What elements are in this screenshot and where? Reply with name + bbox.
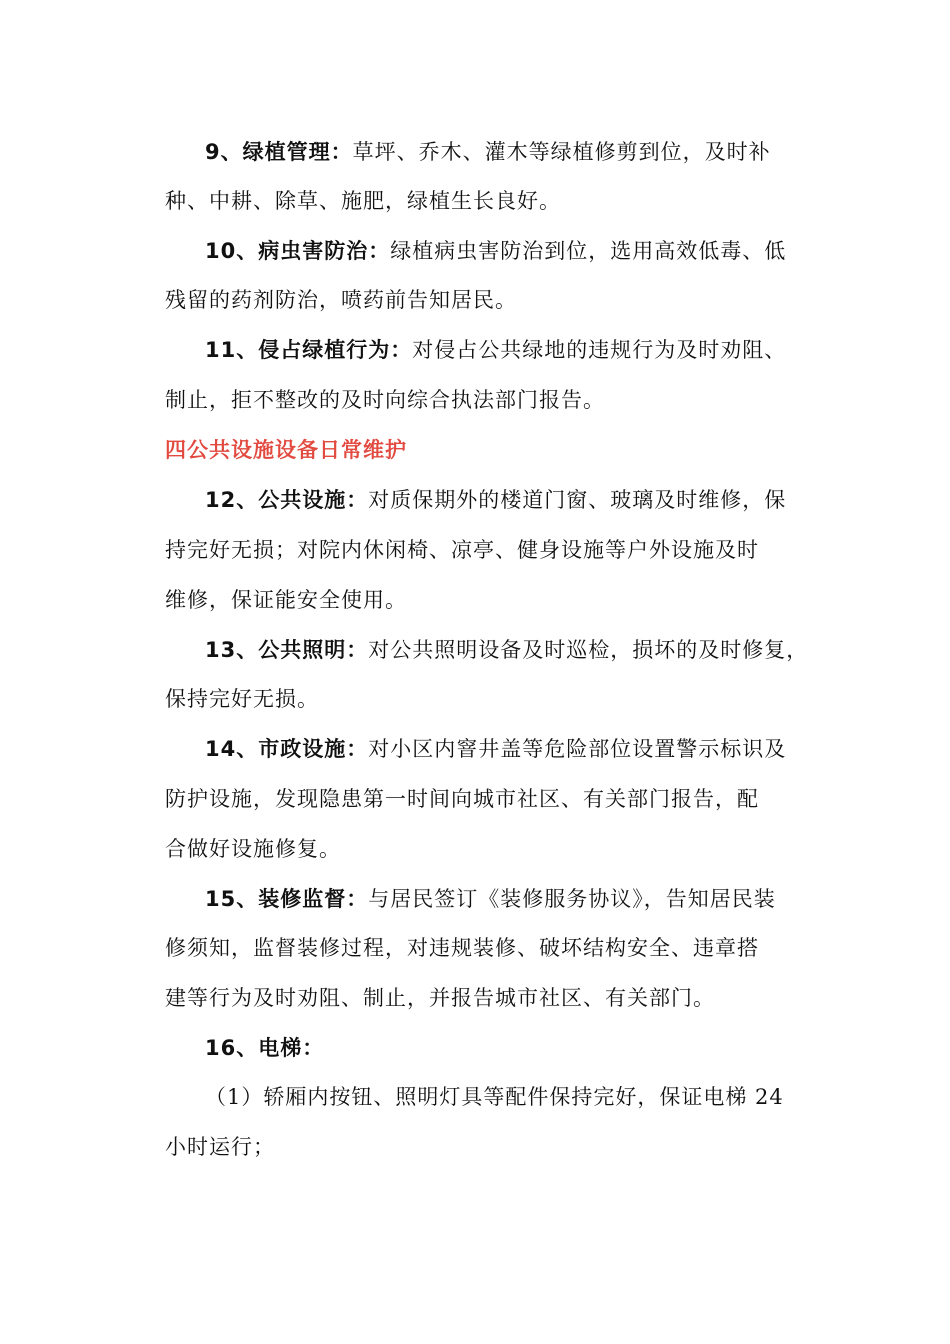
item-15-label: 15、装修监督：	[205, 887, 369, 911]
item-14-line-1	[205, 734, 786, 764]
item-9-text: 草坪、乔木、灌木等绿植修剪到位，及时补	[352, 140, 771, 164]
item-14-label: 14、市政设施：	[205, 737, 369, 761]
item-14-line-3: 合做好设施修复。	[165, 837, 341, 861]
item-13-line-2: 保持完好无损。	[165, 687, 319, 711]
item-12-line-2: 持完好无损；对院内休闲椅、凉亭、健身设施等户外设施及时	[165, 538, 759, 562]
item-15-line-1	[205, 884, 776, 914]
item-9-line-1	[205, 137, 771, 167]
item-11-line-1	[205, 335, 786, 365]
item-13-label: 13、公共照明：	[205, 638, 369, 662]
item-13-line-1	[205, 635, 808, 665]
item-10-label: 10、病虫害防治：	[205, 239, 391, 263]
item-14-line-2: 防护设施，发现隐患第一时间向城市社区、有关部门报告，配	[165, 787, 759, 811]
item-10-line-2: 残留的药剂防治，喷药前告知居民。	[165, 288, 517, 312]
item-11-text: 对侵占公共绿地的违规行为及时劝阻、	[412, 338, 787, 362]
item-12-label: 12、公共设施：	[205, 488, 369, 512]
item-12-line-3: 维修，保证能安全使用。	[165, 588, 407, 612]
item-11-line-2: 制止，拒不整改的及时向综合执法部门报告。	[165, 388, 605, 412]
item-15-line-2: 修须知，监督装修过程，对违规装修、破坏结构安全、违章搭	[165, 936, 759, 960]
item-16-sub-1-line-2: 小时运行；	[165, 1135, 275, 1159]
item-10-line-1	[205, 236, 786, 266]
item-16-label: 16、电梯：	[205, 1036, 325, 1060]
item-12-text: 对质保期外的楼道门窗、玻璃及时维修，保	[368, 488, 787, 512]
item-9-line-2: 种、中耕、除草、施肥，绿植生长良好。	[165, 189, 561, 213]
item-13-text: 对公共照明设备及时巡检，损坏的及时修复，	[368, 638, 809, 662]
item-9-label: 9、绿植管理：	[205, 140, 353, 164]
item-16-sub-1-line-1: （1）轿厢内按钮、照明灯具等配件保持完好，保证电梯 24	[205, 1085, 784, 1109]
section-heading: 四公共设施设备日常维护	[165, 438, 407, 462]
item-15-line-3: 建等行为及时劝阻、制止，并报告城市社区、有关部门。	[165, 986, 715, 1010]
item-15-text: 与居民签订《装修服务协议》，告知居民装	[368, 887, 776, 911]
item-11-label: 11、侵占绿植行为：	[205, 338, 413, 362]
item-14-text: 对小区内窨井盖等危险部位设置警示标识及	[368, 737, 787, 761]
item-12-line-1	[205, 485, 786, 515]
item-10-text: 绿植病虫害防治到位，选用高效低毒、低	[390, 239, 787, 263]
